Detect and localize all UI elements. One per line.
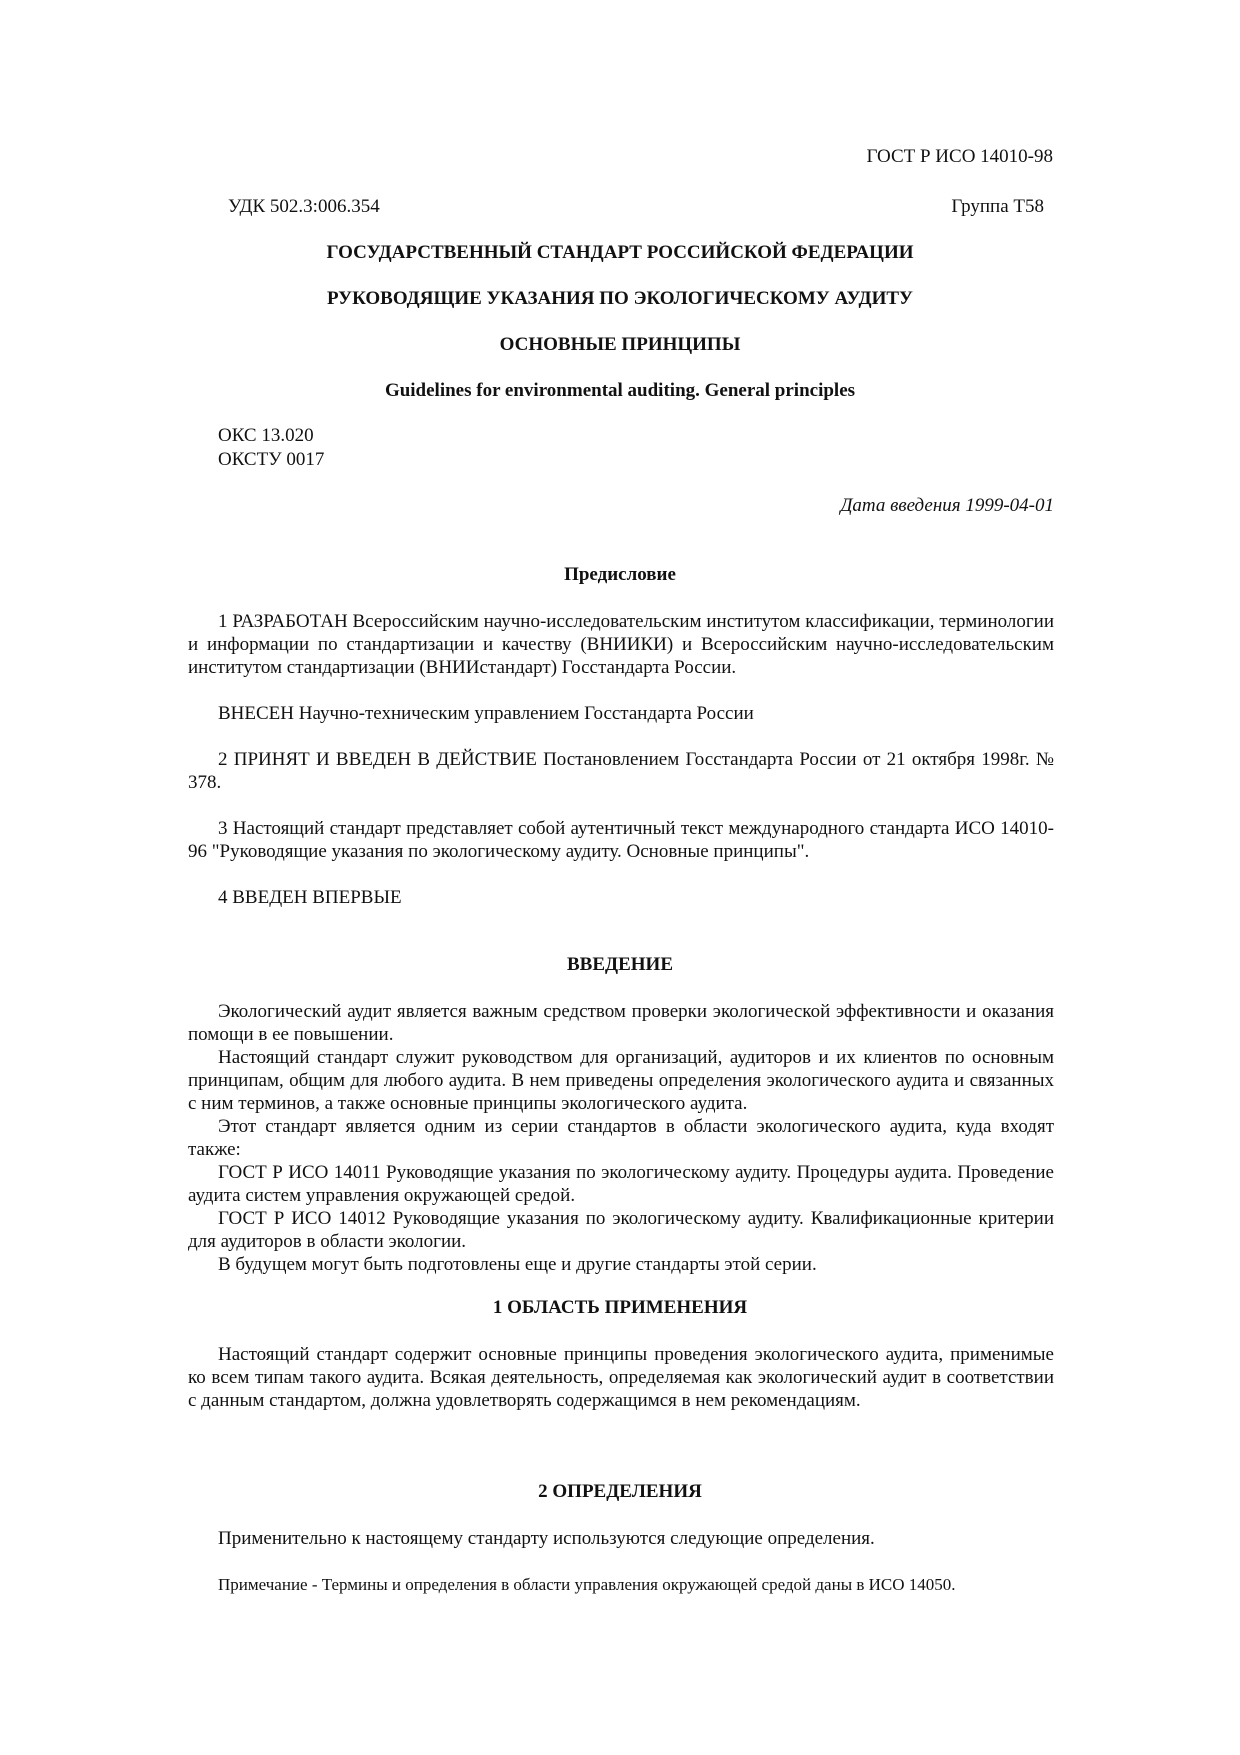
doc-number: ГОСТ Р ИСО 14010-98	[866, 146, 1053, 167]
intro-date: Дата введения 1999-04-01	[840, 495, 1054, 516]
foreword-paragraph-4: 3 Настоящий стандарт представляет собой аутентичный текст международного стандарта ИСО 14010-96 "Руководящие указания по экологическому аудиту. Основные принципы".	[188, 818, 1054, 862]
group-code: Группа Т58	[951, 196, 1044, 217]
title-line-3: ОСНОВНЫЕ ПРИНЦИПЫ	[499, 334, 741, 355]
title-line-2: РУКОВОДЯЩИЕ УКАЗАНИЯ ПО ЭКОЛОГИЧЕСКОМУ АУДИТУ	[327, 288, 913, 309]
foreword-paragraph-5: 4 ВВЕДЕН ВПЕРВЫЕ	[218, 887, 402, 908]
introduction-paragraph-4: ГОСТ Р ИСО 14011 Руководящие указания по экологическому аудиту. Процедуры аудита. Проведение аудита систем управления окружающей средой.	[188, 1162, 1054, 1206]
introduction-heading: ВВЕДЕНИЕ	[567, 954, 673, 975]
udk-code: УДК 502.3:006.354	[228, 196, 380, 217]
introduction-paragraph-6: В будущем могут быть подготовлены еще и другие стандарты этой серии.	[218, 1254, 817, 1275]
scope-heading: 1 ОБЛАСТЬ ПРИМЕНЕНИЯ	[492, 1297, 748, 1318]
foreword-paragraph-2: ВНЕСЕН Научно-техническим управлением Госстандарта России	[218, 703, 754, 724]
okstu-code: ОКСТУ 0017	[218, 449, 325, 470]
introduction-paragraph-1: Экологический аудит является важным средством проверки экологической эффективности и оказания помощи в ее повышении.	[188, 1001, 1054, 1045]
english-title: Guidelines for environmental auditing. General principles	[384, 380, 856, 401]
oks-code: ОКС 13.020	[218, 425, 314, 446]
foreword-paragraph-1: 1 РАЗРАБОТАН Всероссийским научно-исследовательским институтом классификации, терминологии и информации по стандартизации и качеству (ВНИИКИ) и Всероссийским научно-исследовательским институтом стандартизации (ВНИИстандарт) Госстандарта России.	[188, 611, 1054, 678]
title-line-1: ГОСУДАРСТВЕННЫЙ СТАНДАРТ РОССИЙСКОЙ ФЕДЕРАЦИИ	[326, 242, 914, 263]
definitions-note: Примечание - Термины и определения в области управления окружающей средой даны в ИСО 14050.	[218, 1575, 956, 1594]
definitions-heading: 2 ОПРЕДЕЛЕНИЯ	[538, 1481, 702, 1502]
definitions-paragraph-1: Применительно к настоящему стандарту используются следующие определения.	[218, 1528, 875, 1549]
introduction-paragraph-5: ГОСТ Р ИСО 14012 Руководящие указания по экологическому аудиту. Квалификационные критерии для аудиторов в области экологии.	[188, 1208, 1054, 1252]
introduction-paragraph-3: Этот стандарт является одним из серии стандартов в области экологического аудита, куда входят также:	[188, 1116, 1054, 1160]
foreword-heading: Предисловие	[564, 564, 676, 585]
introduction-paragraph-2: Настоящий стандарт служит руководством для организаций, аудиторов и их клиентов по основным принципам, общим для любого аудита. В нем приведены определения экологического аудита и связанных с ним терминов, а также основные принципы экологического аудита.	[188, 1047, 1054, 1114]
scope-paragraph-1: Настоящий стандарт содержит основные принципы проведения экологического аудита, применимые ко всем типам такого аудита. Всякая деятельность, определяемая как экологический аудит в соответствии с данным стандартом, должна удовлетворять содержащимся в нем рекомендациям.	[188, 1344, 1054, 1411]
foreword-paragraph-3: 2 ПРИНЯТ И ВВЕДЕН В ДЕЙСТВИЕ Постановлением Госстандарта России от 21 октября 1998г. № 378.	[188, 749, 1054, 793]
